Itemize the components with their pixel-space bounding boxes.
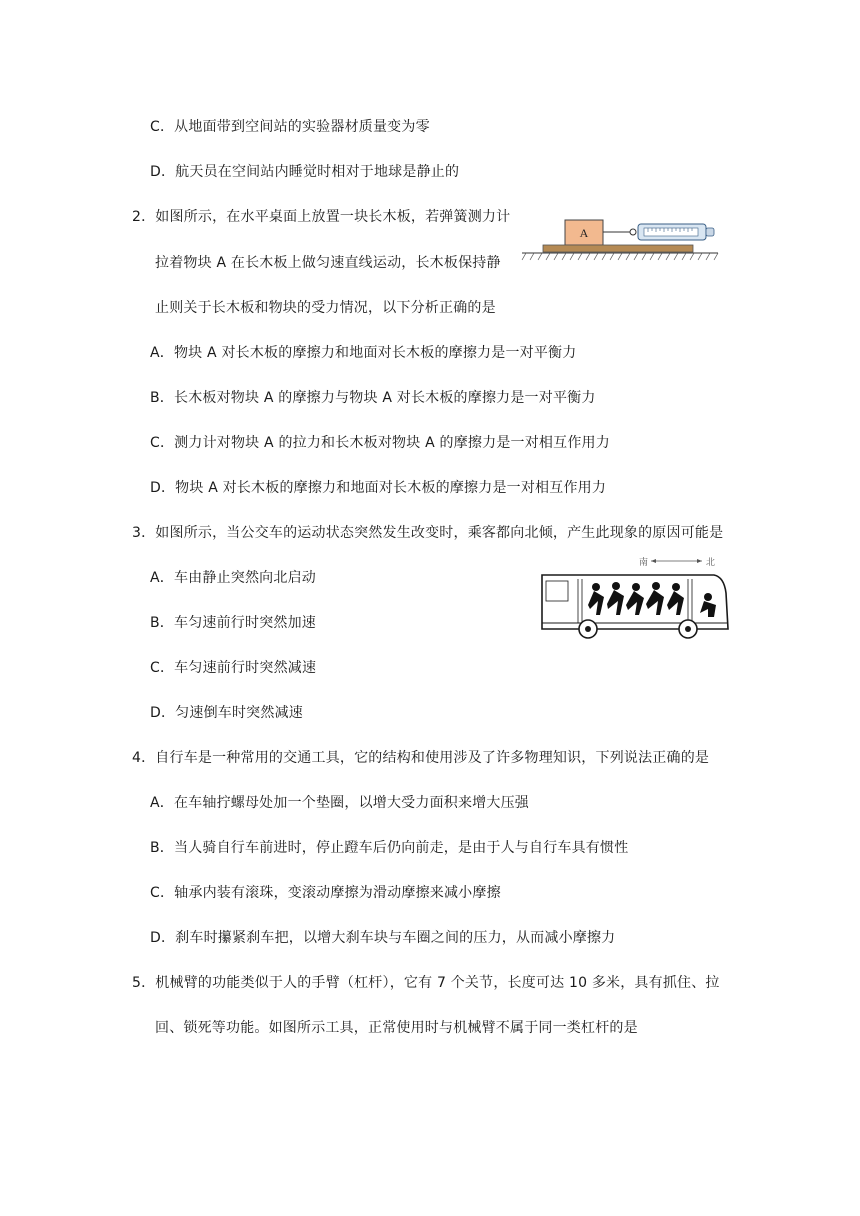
option-a-q4: A．在车轴拧螺母处加一个垫圈，以增大受力面积来增大压强 bbox=[150, 795, 529, 811]
question-2-stem-cont: 拉着物块 A 在长木板上做匀速直线运动，长木板保持静 bbox=[155, 255, 501, 271]
question-4-stem: 4．自行车是一种常用的交通工具，它的结构和使用涉及了许多物理知识，下列说法正确的是 bbox=[132, 750, 710, 766]
hook bbox=[630, 229, 636, 235]
long-board bbox=[543, 245, 693, 252]
option-b-q2: B．长木板对物块 A 的摩擦力与物块 A 对长木板的摩擦力是一对平衡力 bbox=[150, 390, 596, 406]
arrow-head-north bbox=[697, 559, 702, 563]
option-c-q3: C．车匀速前行时突然减速 bbox=[150, 660, 317, 676]
table-hatching bbox=[522, 253, 718, 260]
question-5-stem-cont: 回、锁死等功能。如图所示工具，正常使用时与机械臂不属于同一类杠杆的是 bbox=[155, 1020, 638, 1036]
option-b-q3: B．车匀速前行时突然加速 bbox=[150, 615, 317, 631]
north-label: 北 bbox=[706, 558, 716, 568]
option-a-q2: A．物块 A 对长木板的摩擦力和地面对长木板的摩擦力是一对平衡力 bbox=[150, 345, 577, 361]
question-5-stem: 5．机械臂的功能类似于人的手臂（杠杆），它有 7 个关节，长度可达 10 多米，具有抓住、拉 bbox=[132, 975, 720, 991]
block-a-label: A bbox=[579, 226, 589, 240]
option-d-q1: D．航天员在空间站内睡觉时相对于地球是静止的 bbox=[150, 164, 460, 180]
option-c-q2: C．测力计对物块 A 的拉力和长木板对物块 A 的摩擦力是一对相互作用力 bbox=[150, 435, 610, 451]
option-b-q4: B．当人骑自行车前进时，停止蹬车后仍向前走，是由于人与自行车具有惯性 bbox=[150, 840, 629, 856]
option-d-q3: D．匀速倒车时突然减速 bbox=[150, 705, 303, 721]
arrow-head-south bbox=[651, 559, 656, 563]
question-2-stem-cont: 止则关于长木板和物块的受力情况，以下分析正确的是 bbox=[155, 300, 496, 316]
block-spring-scale-figure bbox=[520, 210, 720, 264]
south-label: 南 bbox=[638, 558, 648, 568]
question-2-stem: 2．如图所示，在水平桌面上放置一块长木板，若弹簧测力计 bbox=[132, 209, 511, 225]
option-d-q2: D．物块 A 对长木板的摩擦力和地面对长木板的摩擦力是一对相互作用力 bbox=[150, 480, 607, 496]
spring-scale-handle bbox=[706, 228, 714, 236]
question-3-stem: 3．如图所示，当公交车的运动状态突然发生改变时，乘客都向北倾，产生此现象的原因可能是 bbox=[132, 525, 724, 541]
option-d-q4: D．刹车时攥紧刹车把，以增大刹车块与车圈之间的压力，从而减小摩擦力 bbox=[150, 930, 616, 946]
option-c-q1: C．从地面带到空间站的实验器材质量变为零 bbox=[150, 119, 430, 135]
option-a-q3: A．车由静止突然向北启动 bbox=[150, 570, 316, 586]
bus-figure bbox=[538, 553, 734, 639]
option-c-q4: C．轴承内装有滚珠，变滚动摩擦为滑动摩擦来减小摩擦 bbox=[150, 885, 501, 901]
